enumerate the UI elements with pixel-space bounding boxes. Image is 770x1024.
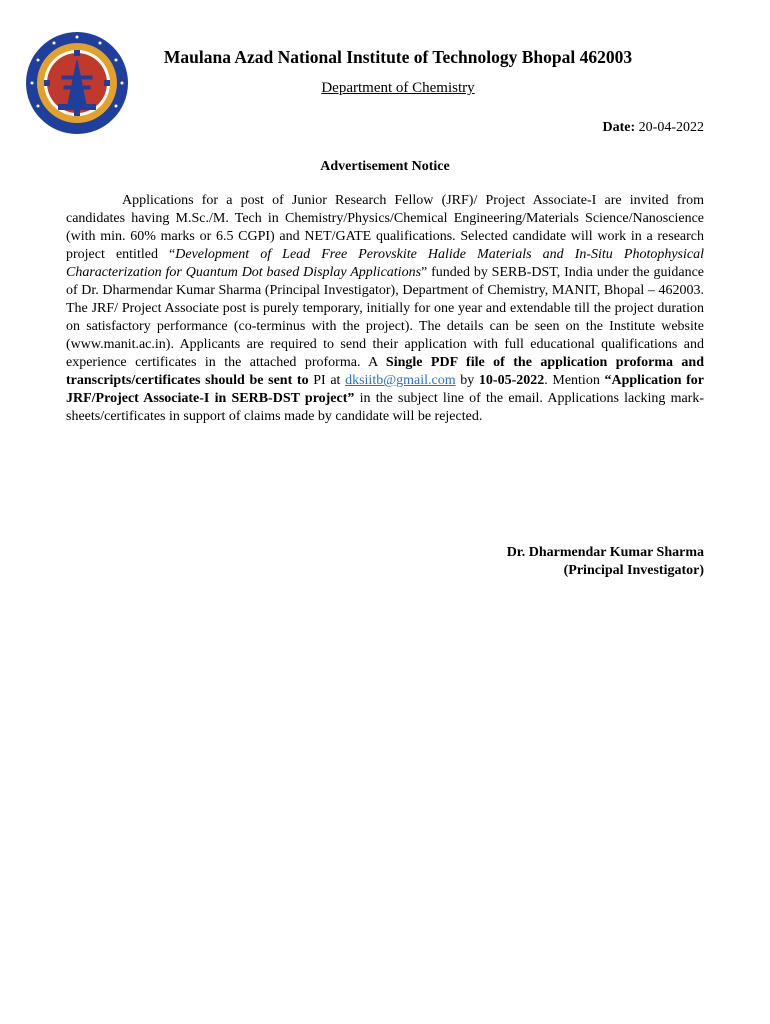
email-subject-line: “Application for JRF/Project Associate-I in SERB-DST project”: [66, 373, 705, 406]
institute-seal-icon: [24, 30, 130, 136]
department-name: Department of Chemistry: [321, 80, 475, 96]
notice-paragraph: [66, 192, 704, 426]
signatory-name: Dr. Dharmendar Kumar Sharma: [506, 545, 704, 560]
email-link[interactable]: dksiitb@gmail.com: [345, 373, 456, 388]
deadline-date: 10-05-2022: [478, 373, 545, 388]
date-value: 20-04-2022: [638, 120, 704, 135]
paragraph-text-4: by: [455, 373, 479, 388]
signatory-role: (Principal Investigator): [563, 563, 704, 578]
institute-logo: [24, 30, 130, 136]
paragraph-text-2: ” funded by SERB-DST, India under the guidance of Dr. Dharmendar Kumar Sharma (Principal Investigator), Department of Chemistry, MANIT, Bhopal – 462003. The JRF/ Project Associate post is purely temporary, initially for one year and extendable till the project duration on satisfactory performance (co-terminus with the project). The details can be seen on the Institute website (www.manit.ac.in). Applicants are required to send their application with full educational qualifications and experience certificates in the attached proforma. A: [66, 265, 704, 370]
paragraph-text-1: Applications for a post of Junior Research Fellow (JRF)/ Project Associate-I are invited from candidates having M.Sc./M. Tech in Chemistry/Physics/Chemical Engineering/Materials Science/Nanoscience (with min. 60% marks or 6.5 CGPI) and NET/GATE qualifications. Selected candidate will work in a research project entitled “: [66, 193, 704, 262]
paragraph-text-5: . Mention: [544, 373, 605, 388]
institute-title: Maulana Azad National Institute of Technology Bhopal 462003: [163, 47, 633, 67]
project-title: Development of Lead Free Perovskite Halide Materials and In-Situ Photophysical Characterization for Quantum Dot based Display Applications: [66, 247, 704, 280]
signature-block: [507, 544, 704, 580]
date-label: Date:: [602, 120, 636, 135]
notice-date: [603, 118, 704, 138]
notice-heading: Advertisement Notice: [320, 159, 450, 174]
paragraph-text-6: in the subject line of the email. Applications lacking mark-sheets/certificates in support of claims made by candidate will be rejected.: [66, 391, 704, 424]
paragraph-text-3: PI at: [308, 373, 346, 388]
submission-instruction: Single PDF file of the application proforma and transcripts/certificates should be sent to: [66, 355, 705, 388]
